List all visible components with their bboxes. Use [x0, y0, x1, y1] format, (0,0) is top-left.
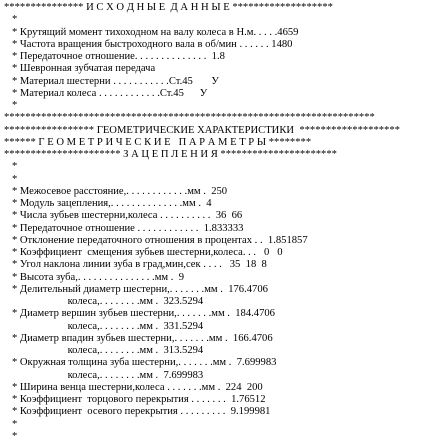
- printout-line: *: [4, 418, 18, 430]
- printout-line: ****** Г Е О М Е Т Р И Ч Е С К И Е П А Р А М Е Т Р Ы ********: [4, 136, 312, 148]
- printout-line: **********************************************************************: [4, 112, 375, 124]
- printout-line: * Ширина венца шестерни,колеса . . . . . . .мм . 224 200: [4, 381, 263, 393]
- printout-line: * Частота вращения быстроходного вала в об/мин . . . . . . 1480: [4, 38, 293, 50]
- printout-line: * Коэффициент смещения зубьев шестерни,колеса. . . 0 0: [4, 247, 283, 258]
- printout-line: * Высота зуба,. . . . . . . . . . . . . . .мм . 9: [4, 271, 185, 283]
- printout-line: * Передаточное отношение. . . . . . . . . . . . . . 1.8: [4, 51, 225, 62]
- printout-line: колеса,. . . . . . . .мм . 313.5294: [4, 345, 204, 356]
- printout-line: * Межосевое расстояние,. . . . . . . . . . . .мм . 250: [4, 185, 228, 197]
- printout-line: колеса,. . . . . . . .мм . 323.5294: [4, 296, 204, 307]
- printout-line: *: [4, 161, 18, 173]
- printout-line: колеса,. . . . . . . .мм . 331.5294: [4, 320, 204, 332]
- printout-line: * Делительный диаметр шестерни,. . . . . . .мм . 176.4706: [4, 283, 268, 295]
- printout-line: * Передаточное отношение . . . . . . . . . . . . 1.833333: [4, 222, 244, 234]
- printout-line: *: [4, 100, 18, 111]
- printout-line: *************** И С Х О Д Н Ы Е Д А Н Н Ы Е *******************: [4, 2, 333, 13]
- printout-line: * Диаметр впадин зубьев шестерни,. . . . . . .мм . 166.4706: [4, 332, 273, 344]
- printout-line: * Окружная толщина зуба шестерни,. . . . . . .мм . 7.699983: [4, 357, 277, 369]
- printout-line: * Материал шестерни . . . . . . . . . . .Ст.45 У: [4, 75, 219, 87]
- printout-line: * Коэффициент торцового перекрытия . . . . . . . 1.76512: [4, 394, 266, 405]
- printout-line: * Крутящий момент тихоходном на валу колеса в Н.м. . . . .4659: [4, 26, 299, 38]
- printout-line: ********************** З А Ц Е П Л Е Н И Я **********************: [4, 149, 337, 160]
- printout-line: * Материал колеса . . . . . . . . . . . .Ст.45 У: [4, 87, 208, 99]
- printout-line: * Отклонение передаточного отношения в процентах . . 1.851857: [4, 234, 308, 246]
- printout-line: * Шевронная зубчатая передача: [4, 63, 156, 75]
- printout-line: * Угол наклона линии зуба в град,мин,сек . . . . 35 18 8: [4, 259, 267, 271]
- printout-line: * Коэффициент осевого перекрытия . . . . . . . . . 9.199981: [4, 406, 271, 418]
- printout-line: * Диаметр вершин зубьев шестерни,. . . . . . .мм . 184.4706: [4, 308, 275, 320]
- printout-line: * Числа зубьев шестерни,колеса . . . . . . . . . . 36 66: [4, 210, 243, 222]
- printout-line: *: [4, 173, 18, 185]
- printout-line: колеса,. . . . . . . .мм . 7.699983: [4, 369, 204, 381]
- printout-line: * Модуль зацепления,. . . . . . . . . . . . . .мм . 4: [4, 198, 212, 209]
- printout-line: *: [4, 14, 18, 26]
- printout-line: ***************** ГЕОМЕТРИЧЕСКИЕ ХАРАКТЕРИСТИКИ *******************: [4, 124, 400, 136]
- printout-line: *: [4, 430, 18, 442]
